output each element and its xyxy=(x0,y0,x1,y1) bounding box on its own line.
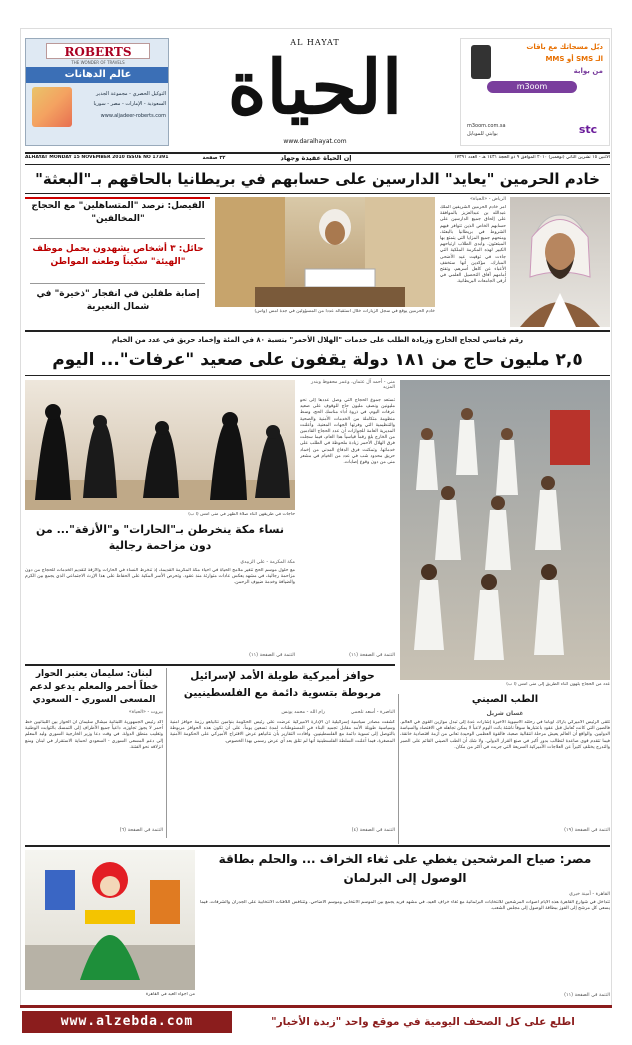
ad-right-portal: m3oom xyxy=(487,81,577,93)
lebanon-body: أكد رئيس الجمهورية اللبنانية ميشال سليمان أن الحوار بين اللبنانيين خط أحمر لا يجوز تجاوزه، داعياً جميع الأطراف إلى التمسك بالثوابت الوطنية وتغليب منطق الدولة. في وقت دعا وزير الخارجية السوري وليد المعلم إلى دعم المسعى السوري - السعودي لحماية الاستقرار في لبنان ومنع انزلاقه نحو الفتنة. xyxy=(25,720,163,750)
makkah-body: مع حلول موسم الحج تتغير ملامح الحياة في أحياء مكة المكرمة القديمة، إذ تنخرط النساء في الحارات والأزقة لتقديم الخدمات للحجاج من دون مزاحمة رجالية، في مشهد يعكس عادات متوارثة منذ عقود. وتحرص الأسر المكية على الحفاظ على هذا الإرث الاجتماعي الذي يجمع بين الكرم والضيافة وخدمة ضيوف الرحمن. xyxy=(25,568,295,586)
hajj-body: تستعد جموع الحجاج التي وصل عددها إلى نحو مليونين ونصف مليون حاج للوقوف على صعيد عرفات اليوم، في ذروة أداء مناسك الحج، وسط منظومة متكاملة من الخدمات الأمنية والصحية والتنظيمية التي وفرتها الجهات المعنية. وأعلنت المديرية العامة للجوازات أن عدد الحجاج القادمين من الخارج بلغ رقماً قياسياً هذا العام، فيما سجلت فرق الهلال الأحمر زيادة ملحوظة في الطلب على خدماتها. وتمكنت فرق الدفاع المدني من إخماد حريق محدود شب في عدد من الخيام في مشعر منى من دون وقوع إصابات. xyxy=(300,398,395,466)
makkah-headline[interactable]: نساء مكة ينخرطن بـ"الحارات" و"الأزقة"... من دون مزاحمة رجالية xyxy=(36,523,284,552)
egypt-top-rule xyxy=(25,845,610,847)
ad-left-swatches xyxy=(32,87,72,127)
teaser-1[interactable]: الفيصل: نرصد "المتساهلين" مع الحجاج "المخالفين" xyxy=(31,201,205,224)
israel-byline-1: الناصرة - أسعد تلحمي xyxy=(350,710,395,715)
egypt-body: تتداخل في شوارع القاهرة هذه الأيام أصوات المرشحين للانتخابات البرلمانية مع ثغاء خراف العيد، في مشهد فريد يجمع بين الموسم الانتخابي وموسم الأضاحي. وتتنافس اللافتات الانتخابية على الجدران والشرفات، فيما يسعى كل مرشح إلى الفوز ببطاقة الوصول إلى مجلس الشعب. xyxy=(200,900,610,912)
masthead-logo[interactable]: الحياة xyxy=(227,45,403,131)
hajj-pilgrims-photo xyxy=(400,380,610,680)
festival-figure-illustration xyxy=(25,850,195,990)
date-bar-bottom-rule xyxy=(25,164,610,165)
signing-scene-illustration xyxy=(215,197,435,307)
ad-right-portal-url[interactable]: m3oom.com.sa xyxy=(467,123,506,129)
hajj-women-caption: حاجات في طريقهن أثناء صلاة الظهر في منى أمس (أ ب) xyxy=(188,512,295,517)
ad-right-line: بوابتي للموبايل xyxy=(467,131,498,137)
ad-left-line2: السعودية - الإمارات - مصر - سوريا xyxy=(93,101,166,107)
ad-right-phone-icon xyxy=(471,45,491,79)
ad-left-brand: ROBERTS xyxy=(46,43,150,59)
teaser-3[interactable]: إصابة طفلين في انفجار "ذخيرة" في شمال النعيرية xyxy=(36,289,200,312)
teaser-divider-1 xyxy=(30,238,205,239)
lead-headline[interactable]: خادم الحرمين "يعايد" الدارسين على حسابهم في بريطانيا بالحاقهم بـ"البعثة" xyxy=(35,170,600,188)
hajj-top-rule xyxy=(25,330,610,332)
footer-url[interactable]: www.alzebda.com xyxy=(22,1011,232,1033)
column-author: غسان شربل xyxy=(486,710,524,717)
mid-section-rule xyxy=(25,664,395,666)
hajj-women-photo xyxy=(25,380,295,510)
pilgrim-women-illustration xyxy=(25,380,295,510)
ad-left-line1: التوكيل الحصري - مجموعة الجدير xyxy=(96,91,166,97)
lead-signing-photo xyxy=(215,197,435,307)
masthead-url[interactable]: www.daralhayat.com xyxy=(283,138,347,145)
egypt-photo xyxy=(25,850,195,990)
lebanon-headline[interactable]: لبنان: سليمان يعتبر الحوار خطاً أحمر والمعلم يدعو لدعم المسعى السوري - السعودي xyxy=(29,669,159,705)
lebanon-more[interactable]: التتمة في الصفحة (٦) xyxy=(119,828,163,833)
egypt-headline[interactable]: مصر: صياح المرشحين يغطي على ثغاء الخراف ... والحلم بطاقة الوصول إلى البرلمان xyxy=(218,852,592,885)
column-divider xyxy=(398,694,399,844)
ad-right-title3: من بوابة xyxy=(573,67,603,75)
pilgrims-ihram-illustration xyxy=(400,380,610,680)
column-body: تلقى الرئيس الأميركي باراك أوباما في رحلته الآسيوية الأخيرة إشارات عدة إلى تبدل موازين القوى في العالم. فالصين التي كانت تُعامل قبل عقود باعتبارها سوقاً ناشئة باتت اليوم لاعباً لا يمكن تجاهله في الاقتصاد والسياسة الدوليين. والواقع أن العالم يعيش مرحلة انتقالية صعبة، فالقوة العظمى الوحيدة تعاني من أزمة اقتصادية خانقة، فيما تتقدم قوى صاعدة لتطالب بدور أكبر في صنع القرار الدولي. ولا شك أن الطب الصيني القائم على الصبر والتدرج يختلف كثيراً عن العلاجات الأميركية السريعة التي جربت في أكثر من مكان. xyxy=(400,720,610,750)
lead-rule xyxy=(25,193,610,194)
lebanon-divider xyxy=(166,668,167,838)
egypt-photo-caption: من أجواء العيد في القاهرة xyxy=(145,992,195,997)
hajj-kicker: رقم قياسي لحجاج الخارج وزيادة الطلب على خدمات "الهلال الأحمر" بنسبة ٨٠ في المئة وإخماد حريق في عدد من الخيام xyxy=(111,336,524,344)
lead-photo-caption: خادم الحرمين يوقع في سجل الزيارات خلال استقباله عدداً من المسؤولين في جدة أمس (واس) xyxy=(254,309,435,314)
teaser-2[interactable]: حائل: ٣ أشخاص يشهدون بحمل موظف "الهيئة" سكيناً وطعنه المواطن xyxy=(32,244,204,267)
lebanon-byline: بيروت - «الحياة» xyxy=(128,710,163,715)
date-ar: الاثنين ١٥ تشرين الثاني (نوفمبر) ٢٠١٠ الموافق ٩ ذو الحجة ١٤٣١ هـ - العدد ١٧٣٩١ xyxy=(454,155,610,160)
hajj-headline[interactable]: ٢,٥ مليون حاج من ١٨١ دولة يقفون على صعيد "عرفات"... اليوم xyxy=(52,350,583,370)
israel-headline[interactable]: حوافز أميركية طويلة الأمد لإسرائيل مربوطة بتسوية دائمة مع الفلسطينيين xyxy=(183,670,382,699)
masthead-name-en: AL HAYAT xyxy=(290,38,340,47)
hajj-more[interactable]: التتمة في الصفحة (١١) xyxy=(349,653,395,658)
lead-body: أمر خادم الحرمين الشريفين الملك عبدالله بن عبدالعزيز بالموافقة على إلحاق جميع الدارسين على حسابهم الخاص الذين تتوافر فيهم الشروط في بريطانيا بالبعثة، ومنحهم جميع المزايا التي يتمتع بها المبتعثون. وأبدى الطلاب ارتياحهم الكبير لهذه المكرمة الملكية التي جاءت في توقيت عيد الأضحى المبارك، مؤكدين أنها ستخفف الأعباء عن كاهل أسرهم، وتفتح أمامهم آفاق التحصيل العلمي في أرقى الجامعات البريطانية. xyxy=(440,205,506,285)
ad-left[interactable] xyxy=(25,38,169,146)
ad-right[interactable] xyxy=(460,38,610,146)
teaser-divider-2 xyxy=(30,283,205,284)
slogan: إن الحياة عقيدة وجهاد xyxy=(280,154,352,162)
king-portrait-illustration xyxy=(510,197,610,327)
israel-body: كشفت مصادر سياسية إسرائيلية أن الإدارة الأميركية عرضت على رئيس الحكومة بنيامين نتانياهو رزمة حوافز أمنية وسياسية طويلة الأمد مقابل تجميد البناء في المستوطنات لمدة تسعين يوماً، على أن تكون هذه الحوافز مربوطة بالتوصل إلى تسوية دائمة مع الفلسطينيين. وأفادت التقارير بأن نتانياهو عرض الاقتراح الأميركي على الحكومة الأمنية المصغرة، فيما أعلنت السلطة الفلسطينية أنها لم تتلق بعد أي عرض رسمي بهذا الخصوص. xyxy=(170,720,395,744)
ad-right-title1: دبّل مسجاتك مع باقات xyxy=(526,43,603,51)
ad-left-title: عالم الدهانات xyxy=(26,67,169,83)
footer-text[interactable]: اطلع على كل الصحف اليومية في موقع واحد "زبدة الأخبار" xyxy=(271,1016,575,1028)
column-title[interactable]: الطب الصيني xyxy=(471,694,539,705)
ad-left-line3[interactable]: www.aljadeer-roberts.com xyxy=(100,113,166,119)
lead-portrait-photo xyxy=(510,197,610,327)
hajj-headline-rule xyxy=(25,375,610,376)
makkah-more[interactable]: التتمة في الصفحة (١١) xyxy=(249,653,295,658)
hajj-pilgrims-caption: عدد من الحجاج يلهون أثناء الطريق إلى منى أمس (أ ب) xyxy=(506,682,610,687)
date-en: ALHAYAT MONDAY 15 NOVEMBER 2010 ISSUE NO 17391 xyxy=(25,155,169,160)
makkah-byline: مكة المكرمة - علي الزبيدي xyxy=(240,560,295,565)
price: ٣٢ صفحة xyxy=(202,155,226,161)
egypt-more[interactable]: التتمة في الصفحة (١١) xyxy=(564,993,610,998)
ad-right-title2: الـ SMS أو MMS xyxy=(545,55,603,63)
ad-left-brand-sub: THE WONDER OF TRAVELS xyxy=(71,60,125,65)
lead-byline: الرياض - «الحياة» xyxy=(469,197,506,202)
israel-more[interactable]: التتمة في الصفحة (٤) xyxy=(351,828,395,833)
egypt-byline: القاهرة - أمينة خيري xyxy=(569,892,610,897)
column-more[interactable]: التتمة في الصفحة (١٩) xyxy=(564,828,610,833)
hajj-byline: منى - أحمد آل عثمان، وعمر محفوظ وبندر المزيد xyxy=(311,380,395,390)
israel-byline-2: رام الله - محمد يونس xyxy=(281,710,325,715)
stc-logo: stc xyxy=(578,123,598,136)
